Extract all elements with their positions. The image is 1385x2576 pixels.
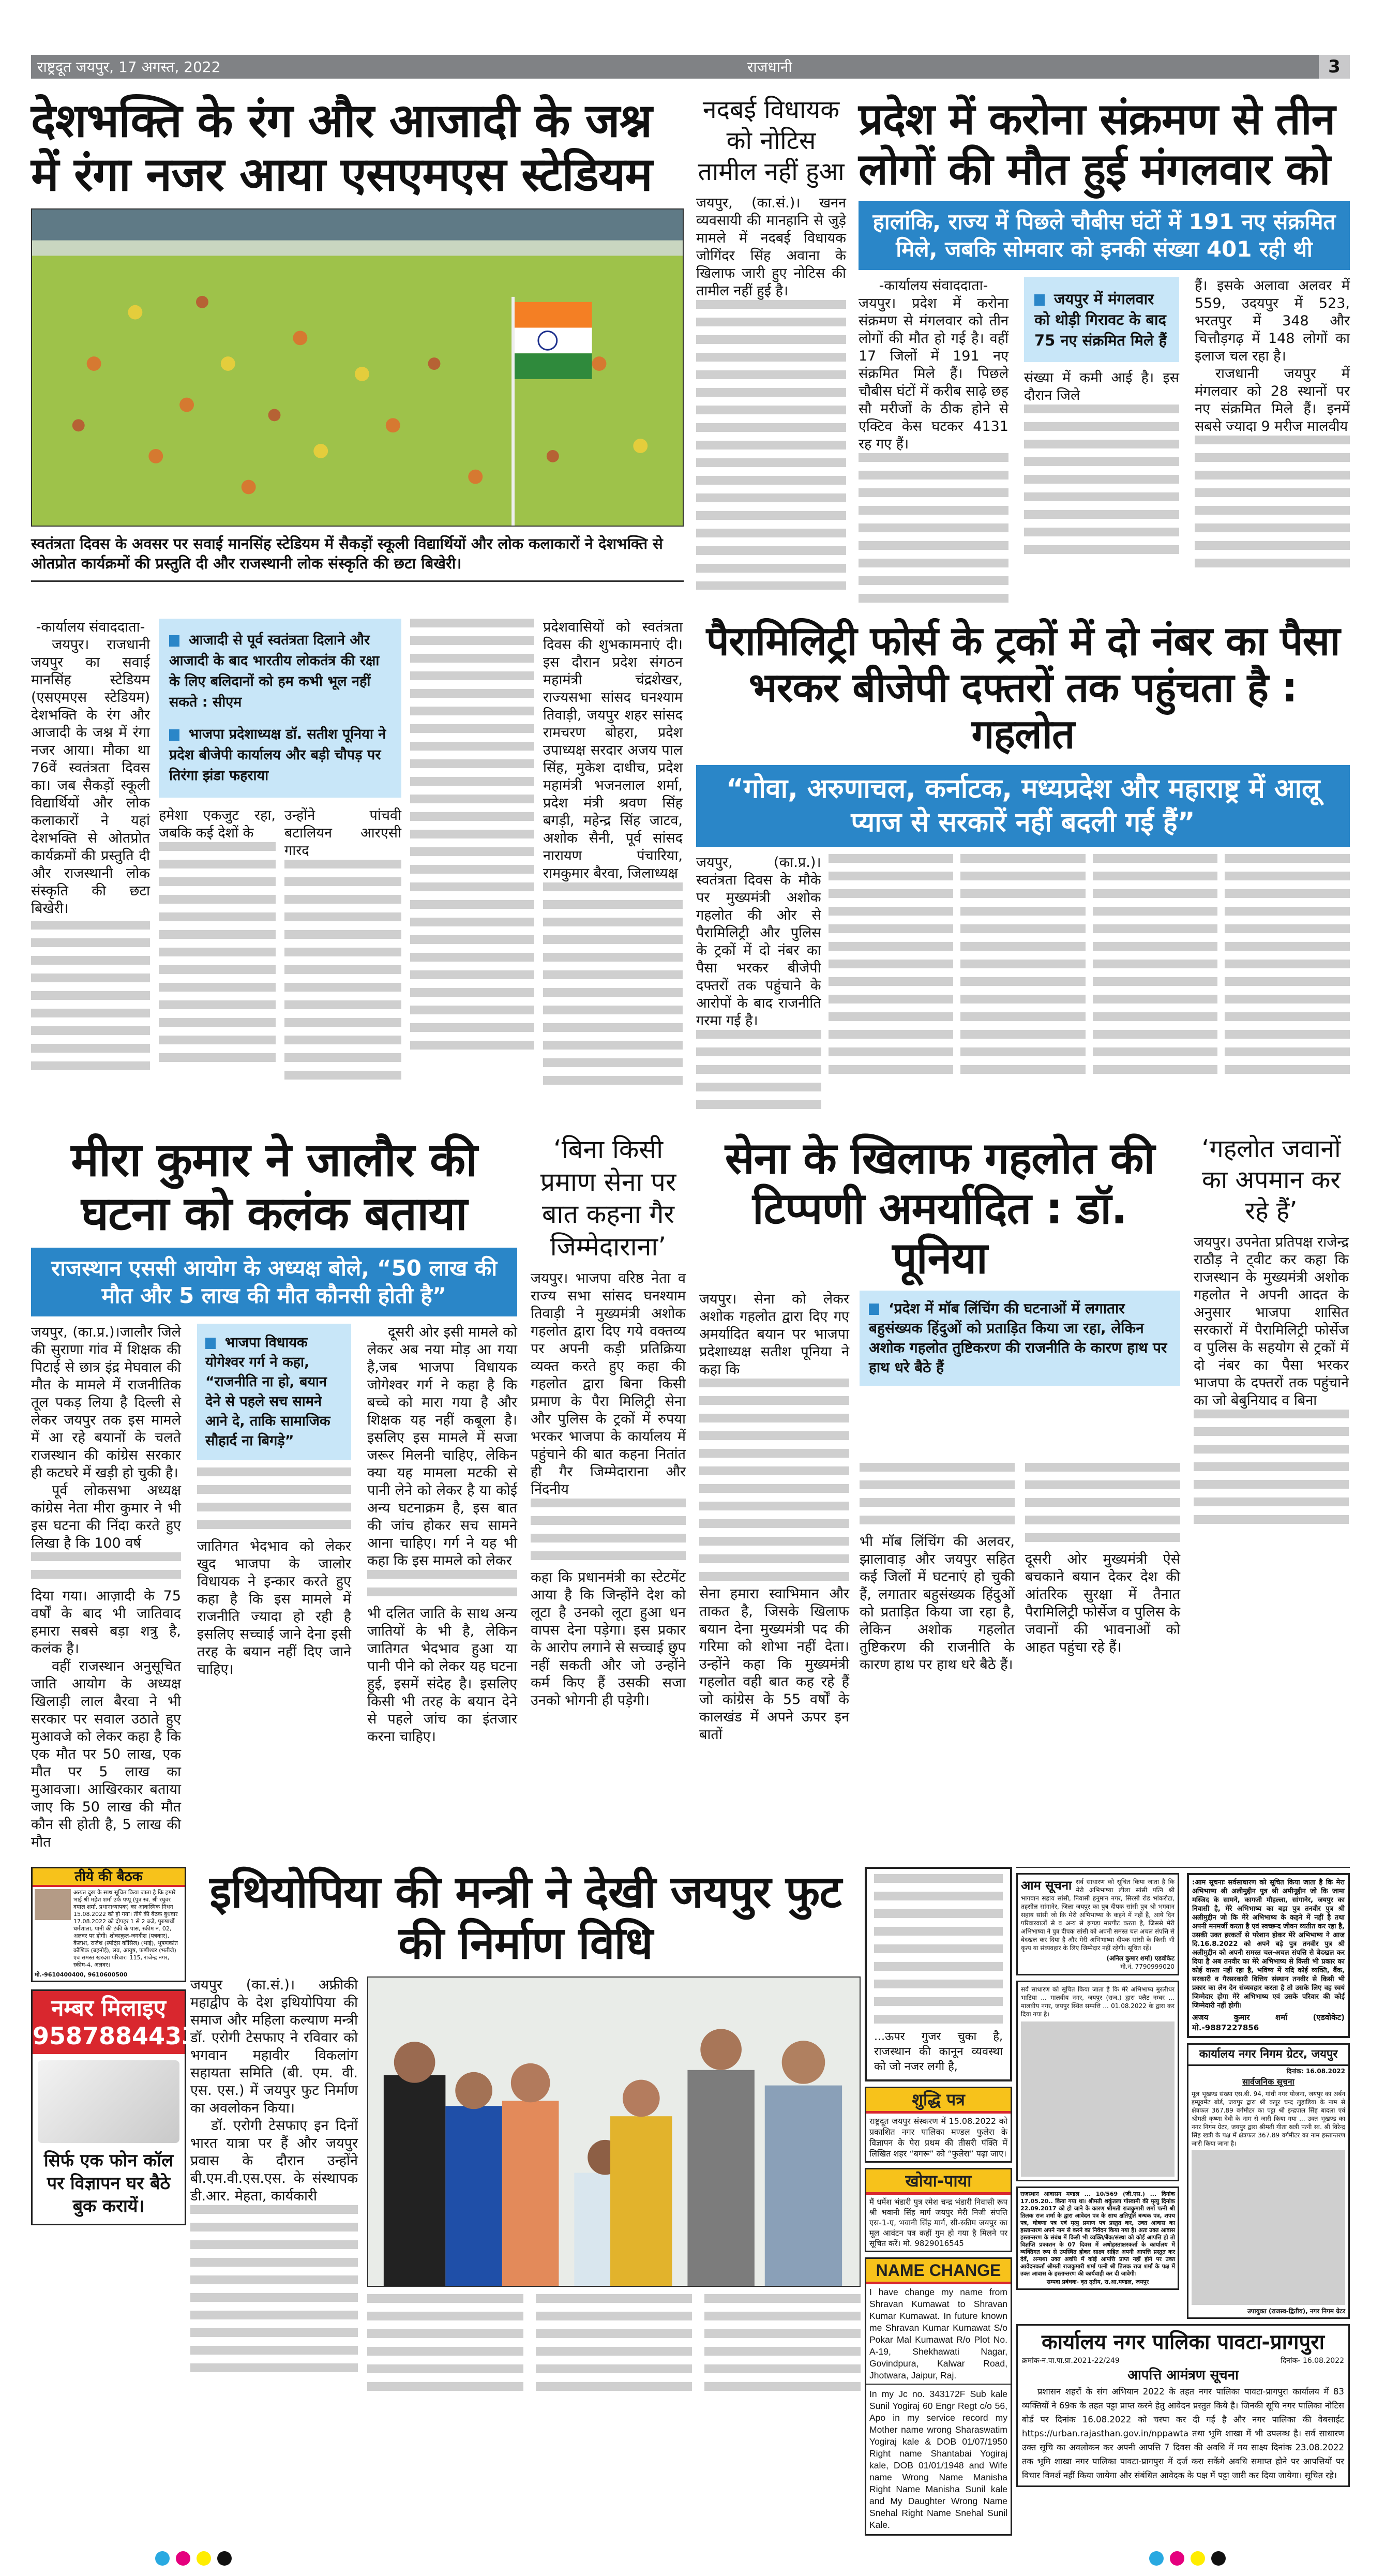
- notice-text: ...ऊपर गुजर चुका है, राजस्थान की कानून व्यवस्था को जो नजर लगी है,: [874, 2030, 1003, 2074]
- body-text: जयपुर। सेना को लेकर अशोक गहलोत द्वारा दिए गए अमर्यादित बयान पर भाजपा प्रदेशाध्यक्ष सतीश पूनिया ने कहा कि: [699, 1291, 849, 1378]
- text-column-fill: [31, 921, 150, 1076]
- text-column-fill: [543, 882, 683, 1089]
- stadium-body-col2: [159, 807, 276, 1070]
- notice-signature: उपायुक्त (राजस्व-द्वितीय), नगर निगम ग्रेटर: [1247, 2308, 1345, 2315]
- notice-subtitle: आपत्ति आमंत्रण सूचना: [1127, 2368, 1239, 2384]
- text-column-fill: [31, 1552, 181, 1587]
- notice-ref: क्रमांक-न.पा.पा.प्रा.2021-22/249: [1022, 2357, 1120, 2365]
- registration-marks: [31, 2551, 1350, 2566]
- body-text: जयपुर, (का.प्र.)।जालौर जिले की सुराणा गांव में शिक्षक की पिटाई से छात्र इंद्र मेघवाल की मौत के मामले में राजनीतिक तूल पकड़ लिया है दिल्ली से लेकर जयपुर तक इस मामले में आ रहे बयानों के चलते राजस्थान की कांग्रेस सरकार ही कटघरे में खड़ी हो चुकी है।: [31, 1324, 181, 1481]
- lost-found-title: खोया-पाया: [866, 2169, 1011, 2195]
- paramilitary-columns: [696, 854, 1350, 1118]
- ethiopia-body-col4: [704, 2294, 861, 2398]
- stadium-body-col5: [543, 619, 683, 1089]
- deceased-photo: [35, 1889, 71, 1920]
- meira-story: [31, 1133, 517, 1851]
- body-text: जातिगत भेदभाव को लेकर खुद भाजपा के जालोर विधायक ने इन्कार करते हुए कहा है कि इस मामले में राजनीति ज्यादा हो रही है इसलिए सच्चाई जाने देना इसी तरह के बयान नहीं दिए जाने चाहिए।: [197, 1538, 351, 1678]
- corona-body-col1: [859, 277, 1008, 608]
- public-notice-3: [1016, 1981, 1179, 2181]
- punia-highlight-box: [860, 1291, 1180, 1386]
- text-column-fill: [696, 300, 846, 590]
- byline: -कार्यालय संवाददाता-: [879, 278, 988, 294]
- highlight-text: आजादी से पूर्व स्वतंत्रता दिलाने और आजादी के बाद भारतीय लोकतंत्र की रक्षा के लिए बलिदानों को हम कभी भूल नहीं सकते : सीएम: [169, 632, 380, 711]
- body-text: संख्या में कमी आई है। इस दौरान जिले: [1024, 370, 1179, 404]
- registration-mark-black: [1211, 2551, 1226, 2566]
- stadium-photo: [31, 208, 684, 527]
- correction-notice: [865, 2087, 1012, 2163]
- text-column-fill: [367, 1570, 517, 1605]
- ethiopia-lower-cols: [367, 2294, 861, 2398]
- name-change-text: In my Jc no. 343172F Sub kale Sunil Yogiraj 60 Engr Regt c/o 56, Apo in my service record my Mother name wrong Sharaswatim Yogiraj kale & DOB 01/07/1950 Right name Shantabai Yogiraj kale, DOB 01/01/1948 and Wife name Wrong Name Manisha Right Name Manisha Sunil kale and My Daughter Wrong Name Snehal Right Name Snehal Sunil Kale.: [869, 2389, 1007, 2530]
- headline-ethiopia: इथियोपिया की मन्त्री ने देखी जयपुर फुट की निर्माण विधि: [209, 1866, 841, 1970]
- stadium-body-col1: [31, 619, 150, 1076]
- ethiopia-body-col1: [190, 1976, 358, 2381]
- notice-subtitle: सार्वजनिक सूचना: [1242, 2077, 1294, 2087]
- meira-highlight-box: [197, 1324, 351, 1460]
- punia-columns: [699, 1291, 1180, 1744]
- notice-signature: सम्पदा प्रबंधक- वृत तृतीय, रा.आ.मण्डल, जयपुर: [1046, 2279, 1149, 2286]
- corona-deck: हालांकि, राज्य में पिछले चौबीस घंटों में 191 नए संक्रमित मिले, जबकि सोमवार को इनकी संख्या 401 रही थी: [859, 201, 1350, 270]
- top-row: [31, 94, 1350, 608]
- body-text: दिया गया। आज़ादी के 75 वर्षों के बाद भी जातिवाद हमारा सबसे बड़ा शत्रु है, कलंक है।: [31, 1588, 181, 1657]
- left-ads: [31, 1867, 199, 2225]
- stadium-story-top: [31, 94, 684, 582]
- pawta-pragpura-notice: [1016, 2324, 1350, 2487]
- nagar-nigam-notice: [1187, 2043, 1350, 2319]
- text-column-fill: [531, 1499, 686, 1569]
- bullet-icon: [1034, 294, 1045, 306]
- corona-body-col3: [1195, 277, 1350, 570]
- keypad-image: [38, 2060, 179, 2143]
- text-column-fill: [1024, 405, 1179, 560]
- registration-mark-magenta: [176, 2551, 190, 2566]
- notice-text: सर्व साधारण को सूचित किया जाता है कि मेरी अभिभाष्या लीला सांसी पत्नि श्री भागवान सहाय सांसी, निवासी हनुमान नगर, सिरसी रोड भांकरोटा, तहसील सांगानेर, जिला जयपुर का पुत्र दीपक सांसी पुत्र श्री भगवान सहाय सांसी जो कि मेरी अभिभाष्या के कहने में नहीं है, आये दिन परिवारवालों से व अन्य से झगड़ा मारपीट करता है, जिससे मेरी अभिभाष्या ने पुत्र दीपक सांसी को अपनी समस्त चल अचल संपत्ति से बेदखल कर दिया है और मेरी अभिभाष्या दीपक सांसी के किसी भी कृत्य या संव्यवहार के लिए जिम्मेदार नहीं रहेगी। सूचित रहें।: [1021, 1878, 1175, 1952]
- registration-mark-magenta: [1170, 2551, 1184, 2566]
- body-text: दूसरी ओर मुख्यमंत्री ऐसे बचकाने बयान देकर देश की आंतरिक सुरक्षा में तैनात पैरामिलिट्री फोर्सेज व पुलिस के जवानों की भावनाओं को आहत पहुंचा रहे हैं।: [1025, 1551, 1180, 1656]
- middle-notices: [865, 1867, 1012, 2536]
- ethiopia-body-col3: [536, 2294, 692, 2398]
- divider: [31, 580, 684, 582]
- text-column-fill: [159, 842, 276, 1070]
- notice-text: राजस्थान आवासन मण्डल ... 10/569 (जी.एस.) ... दिनांक 17.05.20.. किया गया था। श्रीमती शकुंतला गोस्वामी की मृत्यु दिनांक 22.09.2017 को हो जाने के कारण श्रीमती राजकुमारी शर्मा पत्नी श्री तिलक राज शर्मा के द्वारा आवेदन पत्र के साथ क्षतिपूर्ति बन्धक पत्र, शपथ पत्र, घोषणा पत्र एवं मृत्यु प्रमाण पत्र प्रस्तुत कर, उक्त आवास का हस्तान्तरण अपने नाम से करने का निवेदन किया गया है। अतः उक्त आवास हस्तान्तरण के संबंध में किसी भी व्यक्ति/बैंक/संस्था को कोई आपत्ति हो तो विज्ञप्ति प्रकाशन के 07 दिवस में अधोहस्ताक्षरकर्ता के कार्यालय में व्यक्तिगत रूप से उपस्थित होकर साक्ष्य सहित अपनी आपत्ति प्रस्तुत कर देवें, अन्यथा उक्त अवधि में कोई आपत्ति प्राप्त नहीं होने पर उक्त आवेदनकर्ता श्रीमती राजकुमारी शर्मा पत्नी श्री तिलक राज शर्मा के पक्ष में उक्त आवास के हस्तान्तरण की कार्यवाही कर दी जावेगी।: [1020, 2191, 1175, 2278]
- notice-date: दिनांक- 16.08.2022: [1281, 2357, 1344, 2365]
- ethiopia-right: [367, 1976, 861, 2398]
- right-notices: [1016, 1867, 1350, 2487]
- highlight-text: ‘प्रदेश में मॉब लिंचिंग की घटनाओं में लगातार बहुसंख्यक हिंदुओं को प्रताड़ित किया जा रहा, लेकिन अशोक गहलोत तुष्टिकरण की राजनीति के कारण हाथ पर हाथ धरे बैठे हैं: [869, 1300, 1167, 1376]
- notice-signature: (अनिल कुमार शर्मा) एडवोकेट: [1106, 1955, 1175, 1963]
- nadbai-body: [696, 194, 846, 590]
- stadium-highlight-box: [159, 619, 401, 798]
- lost-found-notice: [865, 2168, 1012, 2252]
- highlight-text: जयपुर में मंगलवार को थोड़ी गिरावट के बाद 75 नए संक्रमित मिले हैं: [1034, 290, 1167, 350]
- text-column-fill: [1025, 1463, 1180, 1551]
- registration-mark-black: [217, 2551, 232, 2566]
- notice-text: सर्व साधारण को सूचित किया जाता है कि मेरे अभिभाष्य मुरलीधर भाटिया ... मालवीय नगर, जयपुर (राज.) द्वारा फ्लैट नम्बर ... मालवीय नगर, जयपुर स्थित सम्पत्ति ... 01.08.2022 के द्वारा कर दिया गया है।: [1021, 1986, 1175, 2018]
- rathore-body: [1194, 1234, 1349, 1533]
- body-text: उन्होंने पांचवी बटालियन आरएसी गारद: [284, 807, 401, 859]
- notice-phone: मो.नं. 7790999020: [1120, 1963, 1175, 1971]
- meira-body-col2: [197, 1467, 351, 1679]
- body-text: राजधानी जयपुर में मंगलवार को 28 स्थानों पर नए संक्रमित मिले हैं। इनमें सबसे ज्यादा 9 मरीज मालवीय: [1195, 366, 1350, 435]
- public-notice-1: [1016, 1873, 1179, 1975]
- stadium-body-col3: [284, 807, 401, 1087]
- text-column-fill: [860, 1463, 1015, 1533]
- notice-ref-row: [1022, 2356, 1344, 2366]
- punia-body-col1: [699, 1291, 849, 1744]
- booking-tagline: सिर्फ एक फोन कॉल पर विज्ञापन घर बैठे बुक करायें।: [43, 2150, 174, 2217]
- text-column-fill: [197, 1467, 351, 1538]
- ethiopia-story: [190, 1867, 861, 2398]
- correction-title: शुद्धि पत्र: [866, 2088, 1011, 2114]
- registration-mark-cyan: [155, 2551, 170, 2566]
- text-column-fill: [190, 2205, 358, 2381]
- registration-mark-cyan: [1149, 2551, 1164, 2566]
- corona-highlight-box: [1024, 277, 1179, 362]
- paramilitary-body-col2: [829, 854, 954, 1082]
- notice-text: प्रशासन शहरों के संग अभियान 2022 के तहत नगर पालिका पावटा-प्रागपुरा कार्यालय में 83 व्यक्तियों ने 69क के तहत पट्टा प्राप्त करने हेतु आवेदन प्रस्तुत किये है। जिनकी सूचि नगर पालिका नोटिस बोर्ड पर दिनांक 16.08.2022 को चस्पा कर दी गई है और नगर पालिका की वेबसाईट https://urban.rajasthan.gov.in/nppawta तथा भूमि शाखा में भी उपलब्ध है। सर्व साधारण उक्त सूचि का अवलोकन कर अपनी आपत्ति 7 दिवस की अवधि में मय साक्ष्य दिनांक 23.08.2022 तक भूमि शाखा नगर पालिका पावटा-प्रागपुरा में दर्ज करा सकेंगे अवधि समाप्त होने पर आपत्तियों पर विचार विमर्श नहीं किया जायेगा और संबंधित आवेदक के पक्ष में पट्टा जारी कर दिया जायेगा। सूचित रहे।: [1022, 2387, 1344, 2481]
- byline: -कार्यालय संवाददाता-: [36, 619, 145, 636]
- page-number: 3: [1319, 55, 1350, 79]
- text-column-fill: [1192, 2150, 1345, 2305]
- paramilitary-body-col5: [1225, 854, 1350, 1082]
- corona-col2: [1024, 277, 1179, 560]
- notice-col-b: [1187, 1873, 1350, 2319]
- third-row: [31, 1133, 1350, 1851]
- nadbai-story: [696, 94, 846, 590]
- body-text: जयपुर (का.सं.)। अफ्रीकी महाद्वीप के देश इथियोपिया की समाज और महिला कल्याण मन्त्री डॉ. एरोगी टेसफाए ने रविवार को भगवान महावीर विकलांग सहायता समिति (बी. एम. वी. एस. एस.) में जयपुर फुट निर्माण का अवलोकन किया।: [190, 1977, 358, 2117]
- text-column-fill: [696, 1030, 821, 1118]
- notice-text: मूल भूखण्ड संख्या एस.बी. 94, गांधी नगर योजना, जयपुर का अर्बन इम्प्रूवमेंट बोर्ड, जयपुर द्वारा श्री कपूर चन्द लुहाड़िया के नाम से क्षेत्रफल 367.89 वर्गमीटर का पट्टा श्री इन्द्रपाल सिंह बादला एवं श्रीमती कृष्णा देवी के नाम से जारी किया गया ... उक्त भूखण्ड का नगर निगम ग्रेटर, जयपुर द्वारा श्रीमती गीता खत्री पत्नी स्व. श्री विरेन्द्र सिंह खत्री के पक्ष में क्षेत्रफल 367.89 वर्गमीटर का नाम हस्तान्तरण जारी किया जाना है।: [1192, 2090, 1345, 2148]
- body-text: दूसरी ओर इसी मामले को लेकर अब नया मोड़ आ गया है,जब भाजपा विधायक जोगेश्वर गर्ग ने कहा है कि बच्चे को मारा गया है और शिक्षक यह नहीं कबूला है। इसलिए इस मामले में सजा जरूर मिलनी चाहिए, लेकिन क्या यह मामला मटकी से पानी लेने को लेकर है या कोई अन्य घटनाक्रम है, इस बात की जांच होकर सच सामने आना चाहिए। गर्ग ने यह भी कहा कि इस मामले को लेकर: [367, 1324, 517, 1569]
- notice-title: कार्यालय नगर निगम ग्रेटर, जयपुर: [1188, 2045, 1348, 2066]
- headline-stadium: देशभक्ति के रंग और आजादी के जश्न में रंगा नजर आया एसएमएस स्टेडियम: [31, 94, 652, 202]
- obituary-phone: मो.-9610400400, 9610600500: [35, 1971, 128, 1979]
- newspaper-page: [31, 0, 1350, 2566]
- stadium-body: [31, 619, 684, 1089]
- paramilitary-body-col3: [960, 854, 1086, 1082]
- highlight-text: भाजपा प्रदेशाध्यक्ष डॉ. सतीश पूनिया ने प्रदेश बीजेपी कार्यालय और बड़ी चौपड़ पर तिरंगा झंडा फहराया: [169, 726, 386, 784]
- obituary-text: अत्यंत दुख के साथ सूचित किया जाता है कि हमारे भाई श्री महेश शर्मा उर्फ पप्पू (पुत्र स्व. श्री रघुवर दयाल शर्मा, प्रधानाध्यापक) का आकस्मिक निधन 15.08.2022 को हो गया। तीये की बैठक बुधवार 17.08.2022 को दोपहर 1 से 2 बजे, पुरुषार्थी धर्मशाला, पानी की टंकी के पास, स्कीम नं. 02, अलवर पर होगी। शोकाकुल-जगदीश (पत्रकार), कैलाश, राजेश (स्पोर्ट्स कौंसिल) (भाई), भूषणकांत कौशिक (बहनोई), लव, आयुष, फणीश्वर (भतीजे) एवं समस्त खरदरा परिवार। 115, राजेन्द्र नगर, स्कीम-4, अलवर।: [73, 1889, 178, 1969]
- text-column-fill: [699, 1379, 849, 1585]
- ethiopia-content: [190, 1976, 861, 2398]
- rathore-story: [1194, 1133, 1349, 1533]
- notice-text: :आम सूचनाः सर्वसाधारण को सूचित किया जाता है कि मेरा अभिभाष्य श्री अलीमुद्दीन पुत्र श्री अमीनूद्दीन जो कि जामा मस्जिद के सामने, कागजी मौहल्ला, सांगानेर, जयपुर का निवासी है, मेरे अभिभाष्य का बड़ा पुत्र तनवीर पुत्र श्री अलीमुद्दीन जो कि मेरे अभिभाष्य के कहने में नहीं है तथा अपनी मनमर्जी करता है एवं स्वच्छन्द जीवन व्यतीत कर रहा है, उसकी उक्त हरकतों से परेशान होकर मेरे अभिभाष्य ने आज दि.16.8.2022 को अपने बड़े पुत्र तनवीर पुत्र श्री अलीमुद्दीन को अपनी समस्त चल-अचल संपत्ति से बेदखल कर दिया है अब तनवीर का मेरे अभिभाष्य से किसी भी प्रकार का कोई वास्ता नहीं रहा है, भविष्य में यदि कोई व्यक्ति, बैंक, सरकारी व गैरसरकारी वित्तिय संस्थान तनवीर से किसी भी प्रकार का लेन देन संव्यवहार करता है तो उसके लिए वह स्वयं जिम्मेदार होगा मेरे अभिभाष्य एवं उसके परिवार की कोई जिम्मेदारी नहीं होगी।: [1192, 1879, 1345, 2010]
- body-text: जयपुर। भाजपा वरिष्ठ नेता व राज्य सभा सांसद घनश्याम तिवाड़ी ने मुख्यमंत्री अशोक गहलोत द्वारा दिए गये वक्तव्य पर अपनी कड़ी प्रतिक्रिया व्यक्त करते हुए कहा की गहलोत द्वारा बिना किसी प्रमाण के पैरा मिलिट्री सेना और पुलिस के ट्रकों में रुपया भरकर भाजपा के कार्यालय में पहुंचाने की बात कहना नितांत ही गैर जिम्मेदाराना और निंदनीय: [531, 1270, 686, 1498]
- name-change-text: I have change my name from Shravan Kumawat to Shravan Kumar Kumawat. In future known me Shravan Kumar Kumawat S/o Pokar Mal Kumawat R/o Plot No. A-19, Shekhawati Nagar, Govindpura, Kalwar Road, Jhotwara, Jaipur, Raj.: [866, 2284, 1011, 2385]
- paramilitary-body-col1: [696, 854, 821, 1118]
- ad-booking: [31, 1989, 199, 2225]
- notice-signature: अजय कुमार शर्मा (एडवोकेट) मो.-9887227856: [1192, 2013, 1345, 2033]
- body-text: वहीं राजस्थान अनुसूचित जाति आयोग के अध्यक्ष खिलाड़ी लाल बैरवा ने भी सरकार पर सवाल उठाते हुए मुआवजे को लेकर कहा है कि एक मौत पर 50 लाख, एक मौत पर 5 लाख का मुआवजा। आखिरकार बताया जाए कि 50 लाख की मौत कौन सी होती है, 5 लाख की मौत: [31, 1658, 181, 1851]
- bullet-icon: [205, 1338, 216, 1349]
- name-change-notice: [865, 2257, 1012, 2536]
- body-text: सेना हमारा स्वाभिमान और ताकत है, जिसके खिलाफ बयान देना मुख्यमंत्री पद की गरिमा को शोभा नहीं देता। उन्होंने कहा कि मुख्यमंत्री गहलोत वही बात कह रहे हैं जो कांग्रेस के 55 वर्षों के कालखंड में अपने ऊपर इन बातों: [699, 1586, 849, 1743]
- body-text: डॉ. एरोगी टेसफाए इन दिनों भारत यात्रा पर हैं और जयपुर प्रवास के दौरान उन्होंने बी.एम.वी.एस.एस. के संस्थापक डी.आर. मेहता, कार्यकारी: [190, 2118, 358, 2205]
- meira-col2: [197, 1324, 351, 1679]
- notice-title: कार्यालय नगर पालिका पावटा-प्रागपुरा: [1042, 2330, 1324, 2355]
- highlight-text: भाजपा विधायक योगेश्वर गर्ग ने कहा, “राजनीति ना हो, बयान देने से पहले सच सामने आने दे, ताकि सामाजिक सौहार्द ना बिगड़े”: [205, 1335, 330, 1449]
- corona-body-col2: [1024, 369, 1179, 560]
- section-name: राजधानी: [747, 58, 792, 76]
- corona-columns: [859, 277, 1350, 608]
- correction-text: राष्ट्रदूत जयपुर संस्करण में 15.08.2022 को प्रकाशित नगर पालिका मण्डल फुलेरा के विज्ञापन के पेरा प्रथम की तीसरी पंक्ति में लिखित शहर “बगरू” को “फुलेरा” पढ़ा जाए।: [869, 2116, 1007, 2159]
- meira-deck: राजस्थान एससी आयोग के अध्यक्ष बोले, “50 लाख की मौत और 5 लाख की मौत कौनसी होती है”: [31, 1248, 517, 1316]
- headline-punia: सेना के खिलाफ गहलोत की टिप्पणी अमर्यादित : डॉ. पूनिया: [725, 1133, 1155, 1284]
- tiwari-body: [531, 1270, 686, 1710]
- punia-story: [699, 1133, 1180, 1744]
- edition-date: राष्ट्रदूत जयपुर, 17 अगस्त, 2022: [37, 58, 221, 76]
- fourth-row: [31, 1867, 1350, 2536]
- paramilitary-deck: “गोवा, अरुणाचल, कर्नाटक, मध्यप्रदेश और महाराष्ट्र में आलू प्याज से सरकारें नहीं बदली गई हैं”: [696, 765, 1350, 847]
- text-column-fill: [874, 1874, 1003, 2029]
- headline-rathore: ‘गहलोत जवानों का अपमान कर रहे हैं’: [1201, 1134, 1341, 1226]
- photo-caption: स्वतंत्रता दिवस के अवसर पर सवाई मानसिंह स्टेडियम में सैकड़ों स्कूली विद्यार्थियों और लोक कलाकारों ने देशभक्ति से ओतप्रोत कार्यक्रमों की प्रस्तुति दी और राजस्थानी लोक संस्कृति की छटा बिखेरी।: [31, 535, 663, 572]
- meira-columns: [31, 1324, 517, 1851]
- corona-story: [859, 94, 1350, 608]
- body-text: जयपुर। राजधानी जयपुर का सवाई मानसिंह स्टेडियम (एसएमएस स्टेडियम) देशभक्ति के रंग और आजादी के जश्न में रंगा नजर आया। मौका था 76वें स्वतंत्रता दिवस का। जब सैकड़ों स्कूली विद्यार्थियों और लोक कलाकारों ने यहां देशभक्ति से ओतप्रोत कार्यक्रमों की प्रस्तुति दी और राजस्थानी लोक संस्कृति की छटा बिखेरी।: [31, 637, 150, 917]
- body-text: जयपुर। प्रदेश में करोना संक्रमण से मंगलवार को तीन लोगों की मौत हो गई है। वहीं 17 जिलों में 191 नए संक्रमित मिले हैं। पिछले चौबीस घंटों में करीब साढ़े छह सौ मरीजों के ठीक होने से एक्टिव केस घटकर 4131 रह गए हैं।: [859, 295, 1008, 453]
- body-text: हैं। इसके अलावा अलवर में 559, उदयपुर में 523, भरतपुर में 348 और चित्तौड़गढ़ में 148 लोगों का इलाज चल रहा है।: [1195, 278, 1350, 365]
- ethiopia-body-col2: [367, 2294, 523, 2398]
- bullet-icon: [869, 1304, 879, 1315]
- notice-box: [865, 1867, 1012, 2081]
- notice-col-a: [1016, 1873, 1179, 2290]
- body-text: प्रदेशवासियों को स्वतंत्रता दिवस की शुभकामनाएं दी। इस दौरान प्रदेश संगठन महामंत्री चंद्रशेखर, राज्यसभा सांसद घनश्याम तिवाड़ी, जयपुर शहर सांसद रामचरण बोहरा, प्रदेश उपाध्यक्ष सरदार अजय पाल सिंह, मुकेश दाधीच, प्रदेश महामंत्री भजनलाल शर्मा, प्रदेश मंत्री श्रवण सिंह बगड़ी, महेन्द्र सिंह जाटव, अशोक सैनी, पूर्व सांसद नारायण पंचारिया, रामकुमार बैरवा, जिलाध्यक्ष: [543, 619, 683, 882]
- notice-grid: [1016, 1873, 1350, 2319]
- ethiopia-photo: [367, 1976, 861, 2287]
- obituary-title: तीये की बैठक: [33, 1868, 185, 1887]
- text-column-fill: [1021, 2021, 1175, 2177]
- punia-body-col2: [860, 1463, 1015, 1674]
- name-change-title: NAME CHANGE: [866, 2259, 1011, 2284]
- paramilitary-body-col4: [1093, 854, 1218, 1082]
- headline-nadbai: नदबई विधायक को नोटिस तामील नहीं हुआ: [698, 95, 845, 186]
- body-text: जयपुर। उपनेता प्रतिपक्ष राजेन्द्र राठौड़ ने ट्वीट कर कहा कि राजस्थान के मुख्यमंत्री अशोक गहलोत ने अपनी आदत के अनुसार भाजपा शासित सरकारों में पैरामिलिट्री फोर्सेज व पुलिस के सहयोग से ट्रकों में दो नंबर का पैसा भरकर भाजपा के दफ्तरों तक पहुंचाने का जो बेबुनियाद व बिना: [1194, 1234, 1349, 1409]
- body-text: जयपुर, (का.सं.)। खनन व्यवसायी की मानहानि से जुड़े मामले में नदबई विधायक जोगिंदर सिंह अवाना के खिलाफ जारी हुए नोटिस की तामील नहीं हुई है।: [696, 195, 846, 299]
- lost-found-text: मैं धर्मेश भंडारी पुत्र रमेश चन्द्र भंडारी निवासी रूप श्री भवानी सिंह मार्ग जयपुर मेरी निजी संपत्ति एस-1-ए, भवानी सिंह मार्ग, सी-स्कीम जयपुर का मूल आवंटन पत्र कहीं गुम हो गया है मिलने पर सूचित करें। मो. 9829016545: [869, 2197, 1007, 2249]
- bullet-icon: [169, 635, 179, 647]
- booking-number: 9587884433: [33, 2022, 199, 2050]
- text-column-fill: [1194, 1410, 1349, 1533]
- obituary-ad: [31, 1867, 186, 1982]
- body-text: जयपुर, (का.प्र.)। स्वतंत्रता दिवस के मौके पर मुख्यमंत्री अशोक गहलोत की ओर से पैरामिलिट्री और पुलिस के ट्रकों में दो नंबर का पैसा भरकर बीजेपी दफ्तरों तक पहुंचाने के आरोपों के बाद राजनीति गरमा गई है।: [696, 855, 821, 1029]
- headline-tiwari: ‘बिना किसी प्रमाण सेना पर बात कहना गैर जिम्मेदाराना’: [540, 1134, 676, 1262]
- housing-board-notice: [1016, 2186, 1179, 2290]
- headline-corona: प्रदेश में करोना संक्रमण से तीन लोगों की मौत हुई मंगलवार को: [859, 94, 1335, 194]
- registration-mark-yellow: [197, 2551, 211, 2566]
- body-text: पूर्व लोकसभा अध्यक्ष कांग्रेस नेता मीरा कुमार ने भी इस घटना की निंदा करते हुए लिखा है कि 100 वर्ष: [31, 1482, 181, 1552]
- registration-mark-yellow: [1191, 2551, 1205, 2566]
- meira-body-col3: [367, 1324, 517, 1746]
- body-text: कहा कि प्रधानमंत्री का स्टेटमेंट आया है कि जिन्होंने देश को लूटा है उनको लूटा हुआ धन वापस देना पड़ेगा। इस प्रकार के आरोप लगाने से सच्चाई छुप नहीं सकती और जो उन्होंने कर्म किए हैं उसकी सजा उनको भोगनी ही पड़ेगी।: [531, 1569, 686, 1709]
- paramilitary-story: [696, 619, 1350, 1118]
- meira-body-col1: [31, 1324, 181, 1851]
- page-header-bar: [31, 55, 1350, 79]
- headline-meira-kumar: मीरा कुमार ने जालौर की घटना को कलंक बताया: [71, 1133, 477, 1241]
- tiwari-story: [531, 1133, 686, 1710]
- text-column-fill: [859, 453, 1008, 608]
- punia-body-col3: [1025, 1463, 1180, 1656]
- bullet-icon: [169, 729, 179, 741]
- notice-date: दिनांक: 16.08.2022: [1286, 2068, 1345, 2075]
- text-column-fill: [1195, 436, 1350, 570]
- body-text: भी मॉब लिंचिंग की अलवर, झालावाड़ और जयपुर सहित कई जिलों में घटनाएं हो चुकी हैं, लगातार बहुसंख्यक हिंदुओं को प्रताड़ित किया जा रहा है, लेकिन अशोक गहलोत तुष्टिकरण की राजनीति के कारण हाथ पर हाथ धरे बैठे हैं।: [860, 1534, 1015, 1673]
- headline-paramilitary: पैरामिलिट्री फोर्स के ट्रकों में दो नंबर का पैसा भरकर बीजेपी दफ्तरों तक पहुंचता है : गहलोत: [706, 618, 1340, 758]
- stadium-body-col4: [410, 619, 534, 1053]
- body-text: हमेशा एकजुट रहा, जबकि कई देशों के: [159, 807, 276, 842]
- public-notice-2: [1187, 1873, 1350, 2038]
- booking-title: नम्बर मिलाइए: [51, 1995, 167, 2022]
- text-column-fill: [284, 860, 401, 1087]
- divider: [1016, 1867, 1350, 1868]
- body-text: भी दलित जाति के साथ अन्य जातियों के भी है, लेकिन जातिगत भेदभाव हुआ या पानी पीने को लेकर यह घटना हुई, इसमें संदेह है। इसलिए किसी भी तरह के बयान देने से पहले जांच का इंतजार करना चाहिए।: [367, 1606, 517, 1745]
- notice-title: आम सूचना: [1021, 1878, 1072, 1893]
- second-row: [31, 619, 1350, 1118]
